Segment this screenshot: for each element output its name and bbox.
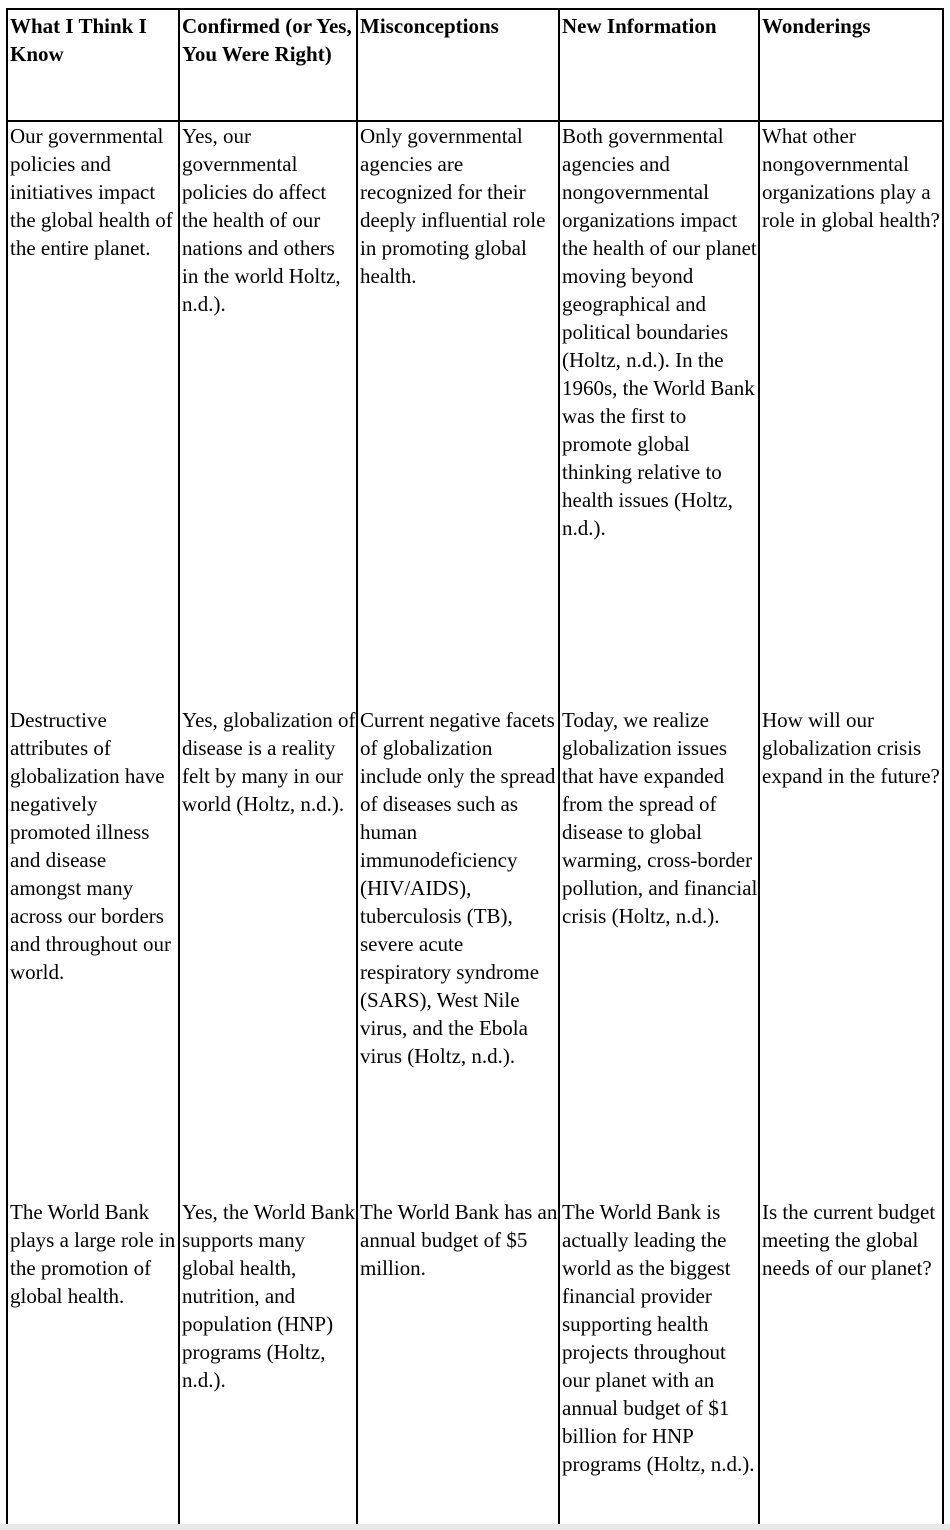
- table-row: [7, 1198, 943, 1528]
- cell-what-i-think-i-know: Our governmental policies and initiatives impact the global health of the entire planet.: [7, 121, 179, 706]
- cell-confirmed: Yes, our governmental policies do affect the health of our nations and others in the world Holtz, n.d.).: [179, 121, 357, 706]
- header-what-i-think-i-know: What I Think I Know: [7, 9, 179, 121]
- cell-new-information: The World Bank is actually leading the world as the biggest financial provider supporting health projects throughout our planet with an annual budget of $1 billion for HNP programs (Holtz, n.d.).: [559, 1198, 759, 1528]
- table-row: [7, 121, 943, 706]
- cell-new-information: Today, we realize globalization issues that have expanded from the spread of disease to global warming, cross-border pollution, and financial crisis (Holtz, n.d.).: [559, 706, 759, 1198]
- cell-misconceptions: The World Bank has an annual budget of $5 million.: [357, 1198, 559, 1528]
- cell-what-i-think-i-know: The World Bank plays a large role in the promotion of global health.: [7, 1198, 179, 1528]
- header-wonderings: Wonderings: [759, 9, 943, 121]
- header-misconceptions: Misconceptions: [357, 9, 559, 121]
- kwl-table: [6, 8, 944, 1528]
- cell-wonderings: Is the current budget meeting the global needs of our planet?: [759, 1198, 943, 1528]
- header-row: [7, 9, 943, 121]
- cell-wonderings: What other nongovernmental organizations play a role in global health?: [759, 121, 943, 706]
- cell-misconceptions: Current negative facets of globalization include only the spread of diseases such as human immunodeficiency (HIV/AIDS), tuberculosis (TB), severe acute respiratory syndrome (SARS), West Nile virus, and the Ebola virus (Holtz, n.d.).: [357, 706, 559, 1198]
- cell-wonderings: How will our globalization crisis expand in the future?: [759, 706, 943, 1198]
- header-new-information: New Information: [559, 9, 759, 121]
- cell-confirmed: Yes, the World Bank supports many global health, nutrition, and population (HNP) programs (Holtz, n.d.).: [179, 1198, 357, 1528]
- cell-new-information: Both governmental agencies and nongovernmental organizations impact the health of our planet moving beyond geographical and political boundaries (Holtz, n.d.). In the 1960s, the World Bank was the first to promote global thinking relative to health issues (Holtz, n.d.).: [559, 121, 759, 706]
- header-confirmed: Confirmed (or Yes, You Were Right): [179, 9, 357, 121]
- cell-misconceptions: Only governmental agencies are recognized for their deeply influential role in promoting global health.: [357, 121, 559, 706]
- bottom-scroll-edge: [0, 1524, 950, 1530]
- table-row: [7, 706, 943, 1198]
- cell-confirmed: Yes, globalization of disease is a reality felt by many in our world (Holtz, n.d.).: [179, 706, 357, 1198]
- cell-what-i-think-i-know: Destructive attributes of globalization have negatively promoted illness and disease amongst many across our borders and throughout our world.: [7, 706, 179, 1198]
